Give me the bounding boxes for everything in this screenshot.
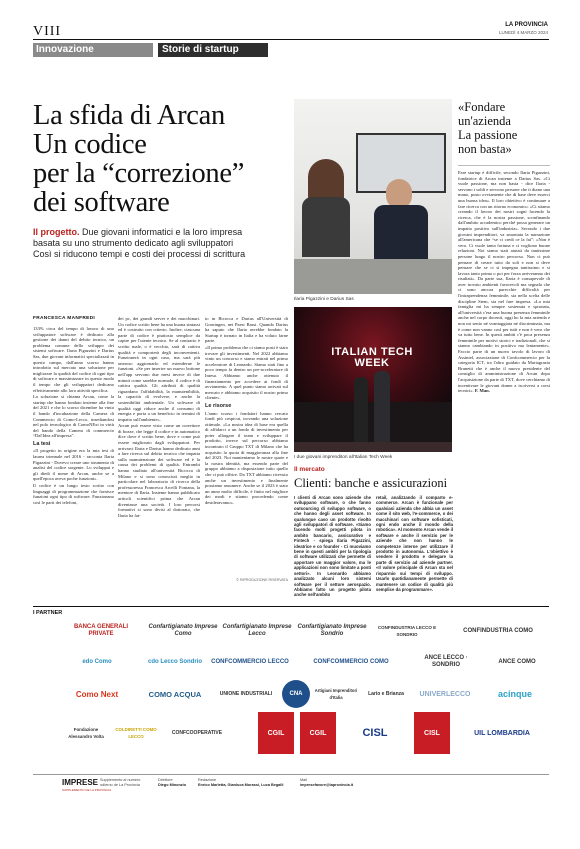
logo-cgil-2: CGIL: [300, 712, 336, 754]
footer-brand: IMPRESE: [62, 778, 99, 787]
paper-name: LA PROVINCIA: [505, 22, 548, 28]
logo-confartigianato-lecco: Confartigianato Imprese Lecco: [222, 624, 292, 637]
body-column-2: [118, 316, 200, 584]
headline-line: Un codice: [33, 129, 147, 160]
logo-coldiretti: COLDIRETTI COMO LECCO: [115, 727, 157, 739]
footer-red: Enrico Marletta, Gianluca Morassi, Luca Begalli: [198, 783, 284, 787]
copyright: © RIPRODUZIONE RISERVATA: [236, 578, 288, 582]
logo-confindustria-como: CONFINDUSTRIA COMO: [463, 627, 533, 634]
market-title: Clienti: banche e assicurazioni: [294, 476, 448, 490]
logo-cna: CNA: [282, 680, 310, 708]
logo-confcooperative: CONFCOOPERATIVE: [171, 729, 223, 736]
person-woman-body: [302, 197, 350, 257]
paragraph: 133% circa del tempo di lavoro di uno sviluppatore software è dedicato alla gestione dei danni del debito tecnico, un problema comune dello sviluppo dei sistemi software. Ilaria Pigazzini e Darius Sas, due giovani informatici specializzati in questo campo, dall'anno scorso hanno introdotto sul mercato una soluzione per migliorare la qualità del codice di ogni tipo di software e massimizzare in questo modo il tempo che gli sviluppatori dedicano effettivamente allo loro attività specifica.: [33, 326, 114, 393]
body-column-1: [33, 326, 114, 584]
partners-rule: [33, 606, 549, 607]
byline: FRANCESCA MANFREDI: [33, 316, 95, 321]
headline-line: dei software: [33, 187, 170, 218]
logo-cdo-como: edo Como: [82, 658, 112, 665]
sidebar-text: Fare startup è difficile, secondo Ilaria Pigazzini, fondatrice di Arcan insieme a Darius Sas. «Ci vuole passione, ma non basta - dice Ilaria - servono i soldi e servono persone che ti diano una mano, posto ovviamente che di base deve esserci una buona idea». Il loro obiettivo è continuare a fare ricerca con un ritorno economico. «Ci stiamo creando il lavoro dei nostri sogni facendo la ricerca, che è la nostra passione, sconfinando dall'ambito accademico perché possa generare un impatto positivo sull'industria». Secondo i due giovani imprenditori, va smontata la narrazione all'americana che “se ci credi ce la fai”: «Non è vero. Ci vuole tanta fortuna e ci vogliono buone relazioni. Noi siamo stati aiutati da tantissime persone lungo il nostro percorso. Non ci può pensare di creare tutto da soli e non si deve pensare che se ci si impegna tantissimo e si lavora tanto prima o poi per forza arriveranno dei risultati». Da parte sua, Ilaria è consapevole di aver trovato ambienti favorevoli ma segnala che ci sono ancora parecchie difficoltà per l'intraprendenza femminile, sia nella scelta delle discipline Stem, sia nel fare impresa. «La mia famiglia mi ha sempre sostenuta e spronata, all'università c'era una buona presenza femminile anche nel corpo docenti, oggi ho la mia azienda e non mi sento né svantaggiata né discriminata, ma è come non vanno così per tutti e non è vero che va tutto bene. In questi ambiti c'è poca presenza femminile per motivi storici e tradizionali, che si stanno cambiando in positivo ma lentamente». Faccio parte di un nuovo tavolo di lavoro di Assintel, associazione di Confcommercio per la categoria ICT, tra l'altro guidato da Mariagrazia Brunetti che è anche il nuovo presidente del consiglio di amministrazione di Arcan dopo l'acquisizione da parte di TXT, dove cerchiamo di incentivare le giovani donne a iscriversi a corsi tecnici».: [458, 170, 550, 394]
logo-cisl-1: CISL: [362, 726, 388, 739]
person-woman: [308, 159, 344, 201]
headline-line: La sfida di Arcan: [33, 100, 225, 131]
sidebar-body: [458, 170, 550, 660]
subhead: Le risorse: [205, 402, 232, 409]
paragraph: Il codice è un lungo testo scritto con linguaggi di programmazione che fornisce funzioni ogni tipo di software. Funzionano così le parti dei telefoni,: [33, 483, 114, 505]
logo-banca-generali: BANCA GENERALI PRIVATE: [73, 624, 129, 637]
footer-dir-label: Direttore: [158, 778, 173, 782]
logo-cdo-lecco: cdo Lecco Sondrio: [147, 658, 202, 665]
paragraph: dei pc, dei grandi server e dei macchinari. Un codice scritto bene ha una buona sintassi ed è costruito con criterio. Inoltre, ciascuna parte di codice è piuttosto semplice da capire per l'utente tecnico. Se al contrario è scritto male, o è vecchio, sarà di cattiva qualità e comporterà degli inconvenienti. Funzionerà in ogni caso, ma sarà più oneroso aggiornarlo ed estenderne le funzioni. «Se per inserire un nuovo bottone nell'app servono due mesi invece di due minuti come sarebbe normale, il codice è di cattiva qualità. Gli attributi di qualità riguardano l'affidabilità, la manutenibilità, la capacità di evolvere, e anche la sostenibilità ambientale. Un software di qualità oggi riduce anche il consumo di energia e porta a un beneficio in termini di impatto sull'ambiente».: [118, 316, 200, 422]
headline: [33, 101, 273, 217]
sidebar-signature: F. Man.: [474, 388, 490, 394]
logo-cgil-1: CGIL: [258, 712, 294, 754]
photo-stage: [294, 307, 452, 452]
summary: [33, 227, 273, 260]
partners-label: I PARTNER: [33, 610, 63, 616]
logo-fondazione-volta: Fondazione Alessandro Volta: [68, 727, 104, 739]
market-label: Il mercato: [294, 466, 325, 473]
footer-left: Supplemento al numero odierno de La Provincia: [100, 778, 141, 787]
sidebar-quote: [458, 100, 553, 156]
logo-comonext: Como Next: [75, 689, 119, 699]
headline-line: per la “correzione”: [33, 158, 245, 189]
desk: [294, 259, 452, 294]
quote-line: «Fondare: [458, 100, 506, 114]
paragraph: «Il progetto in origine era la mia tesi di laurea triennale nel 2016 - racconta Ilaria Pigazzini - Dovevo creare uno strumento di analisi del codice sorgente. Lo sviluppai e gli diedi il nome di Arcan, anche se a quell'epoca aveva poche funzioni».: [33, 448, 114, 482]
page-number: VIII: [33, 24, 62, 39]
section-tag: Innovazione: [33, 43, 153, 57]
logo-confartigianato-como: Confartigianato Imprese Como: [148, 624, 218, 637]
issue-date: LUNEDÌ 4 MARZO 2024: [498, 30, 548, 35]
logo-unione-industriali: UNIONE INDUSTRIALI: [219, 690, 273, 697]
logo-univerlecco: UNIVERLECCO: [419, 690, 471, 698]
paragraph: Arcan può essere visto come un correttore di bozze, che legge il codice e in automatico dice dove è scritto bene, dove e come può essere migliorato dagli sviluppatori. Per arrivarci Ilaria e Darius hanno dedicato anni a fare ricerca sul debito tecnico che impatta sulla manutenzione dei software ed è la causa dei problemi di qualità. Entrambi hanno studiato all'università Bicocca di Milano e si sono conosciuti meglio in particolare nel laboratorio di ricerca della professoressa Francesca Arcelli Fontana, la mentore di Ilaria. Insieme hanno pubblicato articoli scientifici prima che Arcan diventasse una società. I loro percorsi formativi si sono divisi al dottorato, che Ilaria ha fat-: [118, 423, 200, 518]
footer-red-label: Redazione: [198, 778, 217, 782]
logo-confindustria-lecco: CONFINDUSTRIA LECCO E SONDRIO: [377, 625, 437, 637]
photo1-caption: Ilaria Pigazzini e Darius Sas: [294, 297, 354, 302]
stage-woman: [354, 377, 368, 447]
stage-text: ITALIAN TECH WEEK: [331, 346, 413, 369]
summary-line: Così si riducono tempi e costi dei processi di scrittura: [33, 249, 246, 259]
logo-ance-lecco: ANCE LECCO · SONDRIO: [424, 655, 468, 668]
header-rule: [33, 39, 549, 40]
paragraph: L'anno scorso i fondatori hanno cercato fondi più cospicui, trovando una soluzione ottimale. «La nostra idea di base era quella di affidarci a un fondo di investimento per poter allargare il team e sviluppare il prodotto, invece sul percorso abbiamo incontrato il Gruppo TXT di Milano che ha acquisito la quota di maggioranza alla fine del 2023. Noi manteniamo le nostre quote e la nostra identità, ma essendo parte del gruppo abbiamo a disposizione tutto quello che ci può offrire. Da TXT abbiamo ricevuto anche un investimento e finalmente possiamo assumere. Anche se il 2023 è stato un anno molto difficile, è finito nel migliore dei modi e stiamo procedendo come desideravamo».: [205, 410, 288, 505]
logo-confcommercio-lecco: CONFCOMMERCIO LECCO: [211, 658, 289, 665]
quote-line: un'azienda: [458, 114, 511, 128]
summary-lead: Il progetto.: [33, 227, 80, 237]
stage-floor: [294, 442, 452, 452]
body-column-3: [205, 316, 288, 574]
footer-mail-label: Mail: [300, 778, 307, 782]
summary-line: Due giovani informatici e la loro impresa: [82, 227, 243, 237]
logo-lario-brianza: Lario e Brianza: [368, 690, 404, 697]
footer-dir: Diego Minonzio: [158, 783, 187, 787]
footer-brand-sub: SUPPLEMENTO DE LA PROVINCIA: [62, 788, 112, 792]
sidebar-rule: [458, 165, 550, 166]
logo-acinque: acinque: [497, 688, 532, 699]
footer-rule: [33, 774, 549, 775]
photo-founders: [294, 99, 452, 294]
logo-como-acqua: COMO ACQUA: [148, 689, 202, 699]
logo-ance-como: ANCE COMO: [498, 658, 536, 665]
summary-line: basata su uno strumento dedicato agli sviluppatori: [33, 238, 234, 248]
market-col-2: retail, analizzando il comparto e-commerce. Arcan è funzionale per qualsiasi azienda che abbia un asset come il sito web, l'e-commerce, o dei macchinari con software sofisticati, ogni endo anche il mondo della robotica». Al momento Arcan vende il software e anche il servizio per le aziende che non hanno le competenze interne per utilizzare il prodotto in autonomia. L'obiettivo è vendere il prodotto e delegare la parte di servizio ad aziende partner. «Il valore principale di Arcan sta nel risparmio sui tempi di sviluppo. Usarlo quotidianamente permette di mantenere un codice di qualità più semplice da programmare».: [376, 495, 453, 592]
subsection-tag: Storie di startup: [158, 43, 268, 57]
logo-cisl-2: CISL: [414, 712, 450, 754]
subhead: La tesi: [33, 440, 51, 447]
market-col-1: I clienti di Arcan sono aziende che sviluppano software, o che fanno outsourcing di sviluppo software, o che hanno degli asset software. In qualunque caso un prodotto rivolto agli sviluppatori di software. «Siamo facendo molti progetti pilota in ambito bancario, assicurativo e Fintech - spiega Ilaria Pigazzini, ideatrice e co founder - Ci muoviamo bene in questi ambiti per la tipologia di software utilizzati che permette di apportare un maggior valore, ma le applicazioni non sono limitate a posti settori». In Leonardo abbiamo analizzato alcuni loro sistemi software per il settore aerospazio. Abbiamo fatto un progetto pilota anche nell'ambito: [294, 495, 371, 598]
paragraph: «Il primo problema che ci siamo posti è stato trovare gli investimenti. Nel 2022 abbiamo vinto un concorso e siamo entrati nel primo acceleratore di Leonardo. Siamo stati fino a poco tempo fa dentro un pre-acceleratore di Intesa. Abbiamo anche ottenuto il finanziamento per accedere ai fondi di avviamento. A quel punto siamo arrivati sul mercato e abbiamo acquisito il nostro primo cliente».: [205, 344, 288, 401]
quote-line: non basta»: [458, 142, 512, 156]
photo2-caption: I due giovani imprenditori all'Italian Tech Week: [294, 455, 393, 460]
paragraph: La soluzione si chiama Arcan, come la startup che hanno fondato insieme alla fine del 2021 e che lo scorso dicembre ha vinto il bando d'incubazione della Camera di Commercio di Como-Lecco, insediandosi nel polo tecnologico di ComoNExt in virtù del bando della Camera di commercio “Dal'Idea all'impresa”.: [33, 394, 114, 439]
logo-uil-lombardia: UIL LOMBARDIA: [474, 729, 530, 737]
paragraph: to in Bicocca e Darius all'Università di Groningen, nei Paesi Bassi. Quando Darius ha saputo che Ilaria avrebbe fondato la Startup è tornato in Italia e ha voluto farne parte.: [205, 316, 288, 344]
stage-man: [374, 371, 390, 449]
quote-line: La passione: [458, 128, 518, 142]
logo-confcommercio-como: CONFCOMMERCIO COMO: [313, 658, 389, 665]
footer-mail[interactable]: impresefavore@laprovincia.it: [300, 783, 354, 787]
logo-artigiani: Artigiani Imprenditori d'Italia: [314, 688, 358, 700]
logo-confartigianato-sondrio: Confartigianato Imprese Sondrio: [297, 624, 367, 637]
